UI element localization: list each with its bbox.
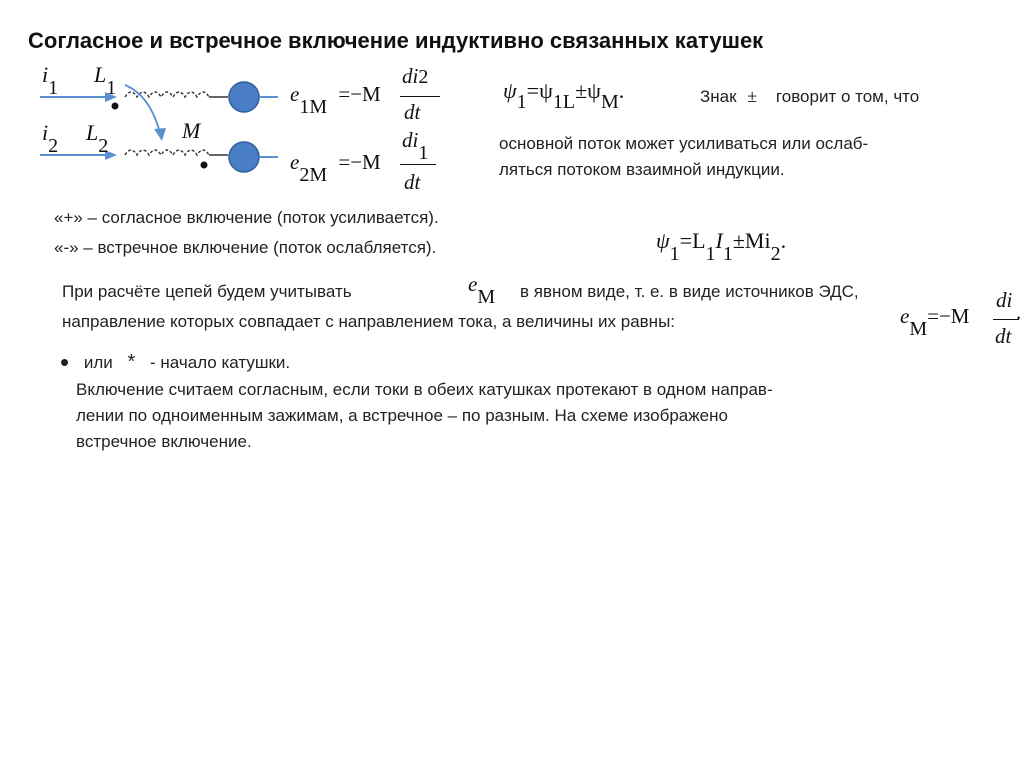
asterisk-symbol: * (127, 351, 136, 373)
label-l2: L2 (86, 120, 109, 157)
terminal-node-top (229, 82, 259, 112)
equation-psi1-full: ψ1=L1I1±Mi2. (656, 228, 787, 265)
plus-definition: «+» – согласное включение (поток усиливается). (54, 208, 439, 227)
plus-minus-symbol: ± (747, 86, 758, 106)
label-l1: L1 (94, 62, 117, 99)
label-i1: i1 (42, 62, 59, 99)
equation-em-dot: . (1016, 300, 1022, 324)
sign-text: Знак ± говорит о том, что (700, 86, 920, 106)
final-text-line2: лении по одноименным зажимам, а встречное – по разным. На схеме изображено (76, 406, 728, 425)
calc-text-part1: При расчёте цепей будем учитывать (62, 282, 352, 301)
coil-start-text: • или * - начало катушки. (60, 347, 291, 377)
terminal-node-bottom (229, 142, 259, 172)
bullet-dot: • (60, 347, 70, 377)
calc-text-line2: направление которых совпадает с направлением тока, а величины их равны: (62, 312, 676, 331)
label-m: M (182, 118, 201, 143)
equation-e1m: e1M =−M (290, 82, 381, 118)
final-text-line1: Включение считаем согласным, если токи в обеих катушках протекают в одном направ- (76, 380, 773, 399)
page-title: Согласное и встречное включение индуктивно связанных катушек (28, 28, 764, 53)
flux-text-line2: ляться потоком взаимной индукции. (499, 160, 785, 179)
coil-start-dot-bottom (201, 162, 208, 169)
equation-e2m-denominator: dt (404, 170, 421, 194)
coil-l2 (125, 150, 209, 155)
flux-text-line1: основной поток может усиливаться или ослаб- (499, 134, 869, 153)
equation-psi1: ψ1=ψ1L±ψM. (503, 78, 625, 113)
equation-em-denominator: dt (995, 324, 1012, 348)
mutual-arrow-head (154, 128, 166, 141)
equation-e2m: e2M =−M (290, 150, 381, 186)
equation-e1m-numerator: di2 (402, 64, 429, 88)
equation-em: eM=−M (900, 304, 970, 340)
label-i2: i2 (42, 120, 59, 157)
final-text-line3: встречное включение. (76, 432, 252, 451)
equation-e2m-numerator: di1 (402, 128, 429, 164)
coil-start-dot-top (112, 103, 119, 110)
equation-em-numerator: di (996, 288, 1013, 312)
equation-e1m-denominator: dt (404, 100, 421, 124)
fraction-bar-2 (400, 164, 436, 165)
fraction-bar-1 (400, 96, 440, 97)
inline-em: eM (468, 272, 496, 308)
minus-definition: «-» – встречное включение (поток ослабляется). (54, 238, 437, 257)
calc-text-part2: в явном виде, т. е. в виде источников ЭДС, (520, 282, 859, 301)
